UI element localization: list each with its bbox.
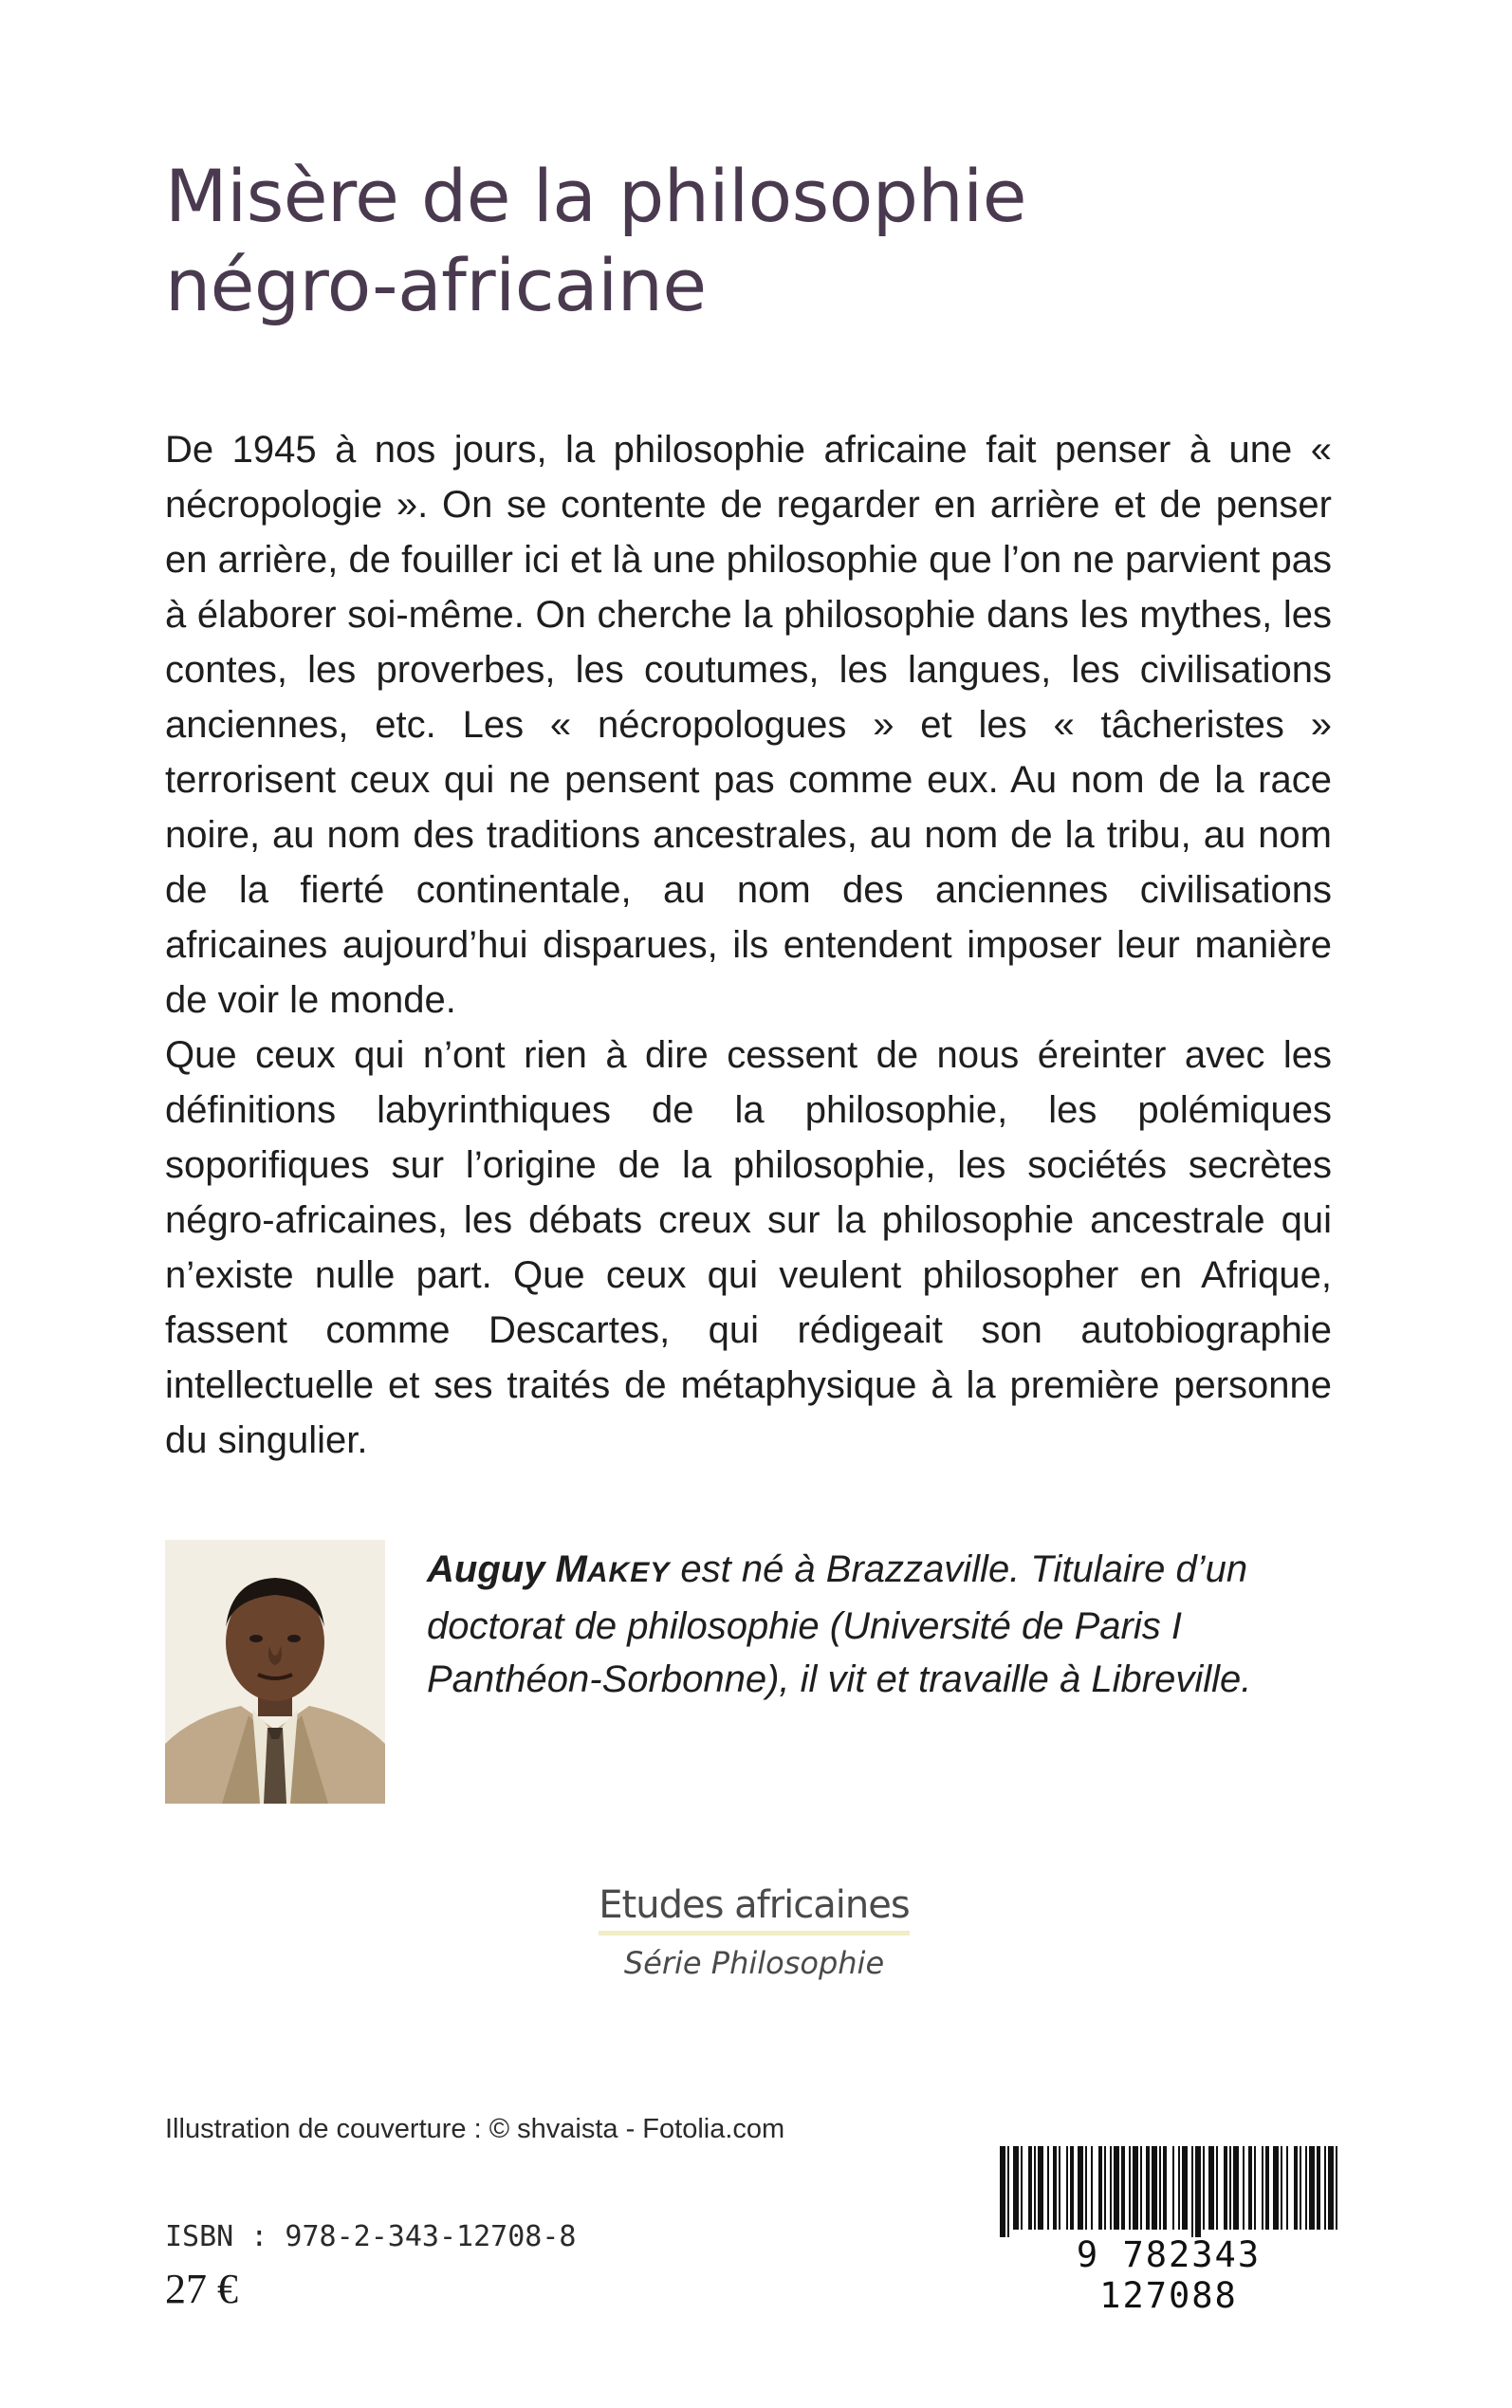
barcode-bar (1262, 2146, 1263, 2230)
blurb-paragraph-2: Que ceux qui n’ont rien à dire cessent de nous éreinter avec les définitions labyrinthiques de la philosophie, les polémiques soporifiques sur l’origine de la philosophie, les sociétés secrètes négro-africaines, les débats creux sur la philosophie ancestrale qui n’existe nulle part. Que ceux qui veulent philosopher en Afrique, fassent comme Descartes, qui rédigeait son autobiographie intellectuelle et ses traités de métaphysique à la première personne du singulier. (165, 1034, 1332, 1461)
barcode-bar (1172, 2146, 1174, 2230)
barcode-bar (1224, 2146, 1227, 2230)
barcode-bar (1028, 2146, 1032, 2230)
barcode-bar (1070, 2146, 1074, 2230)
barcode-bar (1317, 2146, 1320, 2230)
barcode-bar (1110, 2146, 1112, 2230)
barcode-bar (1133, 2146, 1138, 2230)
author-last-name-initial: M (555, 1548, 587, 1590)
barcode-bar (1066, 2146, 1068, 2230)
isbn-number: ISBN : 978-2-343-12708-8 (165, 2220, 577, 2253)
barcode-bar (1000, 2146, 1005, 2237)
barcode-bar (1273, 2146, 1279, 2230)
author-photo (165, 1540, 385, 1804)
author-bio-text: est né à Brazzaville. Titulaire d’un doctorat de philosophie (Université de Paris I Panthéon-Sorbonne), il vit et travaille à Libreville. (427, 1548, 1252, 1700)
blurb-paragraph-1: De 1945 à nos jours, la philosophie africaine fait penser à une « nécropologie ». On se contente de regarder en arrière et de penser en arrière, de fouiller ici et là une philosophie que l’on ne parvient pas à élaborer soi-même. On cherche la philosophie dans les mythes, les contes, les proverbes, les coutumes, les langues, les civilisations anciennes, etc. Les « nécropologues » et les « tâcheristes » terrorisent ceux qui ne pensent pas comme eux. Au nom de la race noire, au nom des traditions ancestrales, au nom de la tribu, au nom de la fierté continentale, au nom des anciennes civilisations africaines aujourd’hui disparues, ils entendent imposer leur manière de voir le monde. (165, 429, 1332, 1021)
barcode-bar (1248, 2146, 1252, 2230)
barcode-bar (1178, 2146, 1180, 2230)
book-title-line-1: Misère de la philosophie (165, 154, 1027, 238)
barcode-bar (1047, 2146, 1049, 2230)
barcode-bar (1182, 2146, 1188, 2230)
barcode-bar (1233, 2146, 1239, 2230)
author-name (427, 1548, 670, 1590)
barcode-bar (1038, 2146, 1043, 2230)
cover-illustration-credit: Illustration de couverture : © shvaista - Fotolia.com (165, 2114, 785, 2144)
barcode-bar (1146, 2146, 1150, 2230)
barcode-bar (1140, 2146, 1142, 2230)
barcode-bar (1152, 2146, 1157, 2230)
author-last-name-rest: AKEY (586, 1557, 671, 1588)
barcode-bar (1114, 2146, 1119, 2230)
barcode-bar (1053, 2146, 1057, 2230)
book-title-line-2: négro-africaine (165, 243, 707, 327)
barcode-bar (1324, 2146, 1326, 2230)
barcode-bar (1013, 2146, 1019, 2230)
author-bio (427, 1543, 1337, 1706)
barcode-bar (1216, 2146, 1218, 2230)
author-first-name: Auguy (427, 1548, 556, 1590)
barcode-bar (1208, 2146, 1214, 2230)
book-title (165, 152, 1351, 330)
barcode-bar (1129, 2146, 1131, 2230)
barcode-bar (1078, 2146, 1083, 2230)
barcode-bar (1021, 2146, 1023, 2230)
barcode-bar (1328, 2146, 1334, 2230)
collection-name: Etudes africaines (599, 1883, 909, 1936)
barcode-bar (1336, 2146, 1337, 2230)
barcode-bar (1121, 2146, 1125, 2230)
barcode-bar (1159, 2146, 1161, 2230)
barcode-bar (1286, 2146, 1288, 2230)
barcode-bar (1098, 2146, 1102, 2230)
barcode-bar (1309, 2146, 1315, 2230)
barcode-bar (1007, 2146, 1009, 2237)
collection-info (598, 1883, 911, 1981)
book-price: 27 € (165, 2266, 238, 2312)
barcode-bar (1265, 2146, 1269, 2230)
barcode-bar (1254, 2146, 1256, 2230)
barcode-bar (1294, 2146, 1298, 2230)
barcode-bar (1300, 2146, 1301, 2230)
barcode-bar (1203, 2146, 1205, 2230)
barcode-bar (1195, 2146, 1201, 2237)
barcode-digits: 9 782343 127088 (1076, 2234, 1262, 2316)
barcode-bar (1085, 2146, 1087, 2230)
barcode-bar (1243, 2146, 1245, 2230)
barcode-bar (1229, 2146, 1231, 2230)
barcode-bar (1281, 2146, 1282, 2230)
barcode-bar (1305, 2146, 1307, 2230)
back-cover-blurb (165, 422, 1332, 1468)
barcode-bar (1059, 2146, 1060, 2230)
author-portrait-image (165, 1540, 385, 1804)
barcode-bar (1104, 2146, 1106, 2230)
collection-series: Série Philosophie (623, 1945, 885, 1981)
barcode-bar (1091, 2146, 1093, 2230)
barcode-bar (1191, 2146, 1193, 2237)
barcode-bar (1163, 2146, 1167, 2230)
barcode-bar (1034, 2146, 1036, 2230)
